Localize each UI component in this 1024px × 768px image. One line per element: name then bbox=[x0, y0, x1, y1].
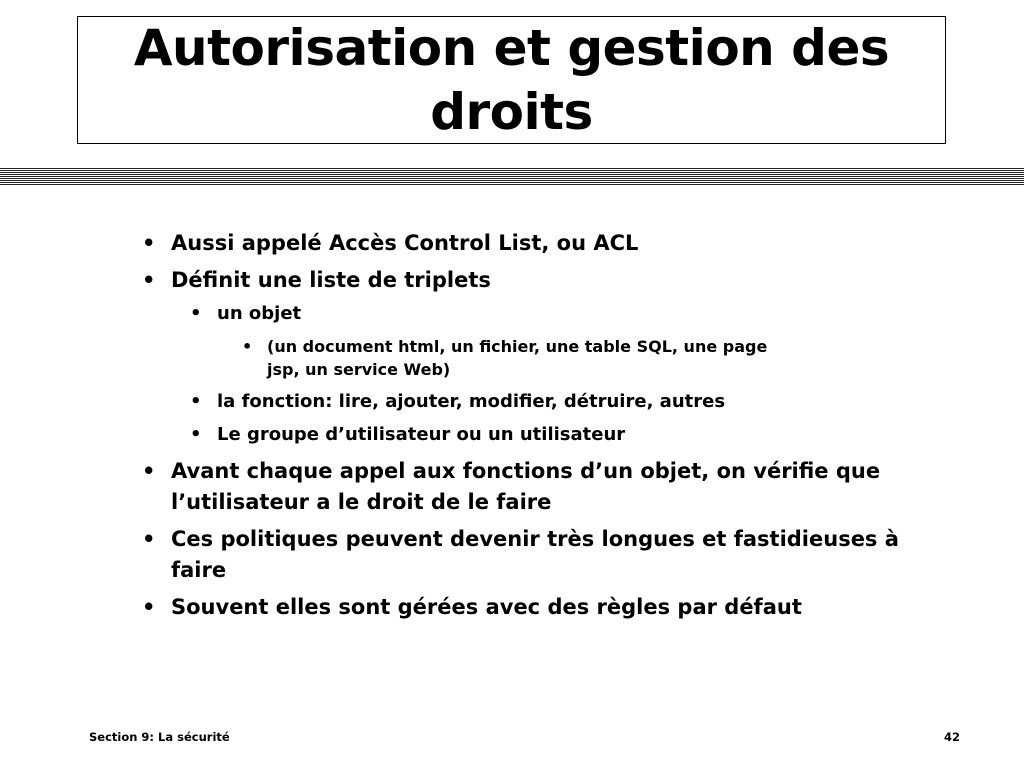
bullet-text: Aussi appelé Accès Control List, ou ACL bbox=[171, 231, 639, 255]
bullet-dot: • bbox=[190, 303, 202, 324]
sub-sub-bullet-item bbox=[140, 335, 797, 381]
bullet-text: Définit une liste de triplets bbox=[171, 268, 491, 292]
bullet-text: Souvent elles sont gérées avec des règles par défaut bbox=[171, 595, 802, 619]
sub-bullet-item bbox=[140, 390, 940, 414]
sub-bullet-item bbox=[140, 423, 940, 447]
bullet-dot: • bbox=[142, 459, 156, 483]
bullet-item bbox=[140, 524, 940, 586]
sub-bullet-item bbox=[140, 302, 940, 326]
footer-page-number: 42 bbox=[943, 730, 960, 744]
bullet-dot: • bbox=[142, 527, 156, 551]
slide-title bbox=[134, 16, 889, 144]
bullet-list bbox=[140, 228, 940, 629]
bullet-text: un objet bbox=[217, 303, 302, 324]
slide-title-line-2: droits bbox=[430, 83, 593, 141]
bullet-text: Ces politiques peuvent devenir très longues et fastidieuses à faire bbox=[171, 527, 899, 582]
bullet-item bbox=[140, 228, 940, 259]
bullet-dot: • bbox=[190, 424, 202, 445]
bullet-item bbox=[140, 265, 940, 296]
footer-section-label: Section 9: La sécurité bbox=[89, 730, 230, 744]
striped-divider bbox=[0, 168, 1024, 186]
bullet-dot: • bbox=[142, 595, 156, 619]
bullet-dot: • bbox=[242, 337, 253, 356]
bullet-item bbox=[140, 592, 940, 623]
slide-title-box bbox=[77, 16, 946, 144]
bullet-text: Le groupe d’utilisateur ou un utilisateur bbox=[217, 424, 626, 445]
slide-title-line-1: Autorisation et gestion des bbox=[133, 19, 890, 77]
bullet-text: la fonction: lire, ajouter, modifier, détruire, autres bbox=[217, 391, 726, 412]
bullet-dot: • bbox=[142, 268, 156, 292]
bullet-text: Avant chaque appel aux fonctions d’un objet, on vérifie que l’utilisateur a le droit de le faire bbox=[171, 459, 881, 514]
bullet-text: (un document html, un fichier, une table SQL, une page jsp, un service Web) bbox=[267, 337, 768, 379]
bullet-dot: • bbox=[190, 391, 202, 412]
bullet-item bbox=[140, 456, 940, 518]
bullet-dot: • bbox=[142, 231, 156, 255]
